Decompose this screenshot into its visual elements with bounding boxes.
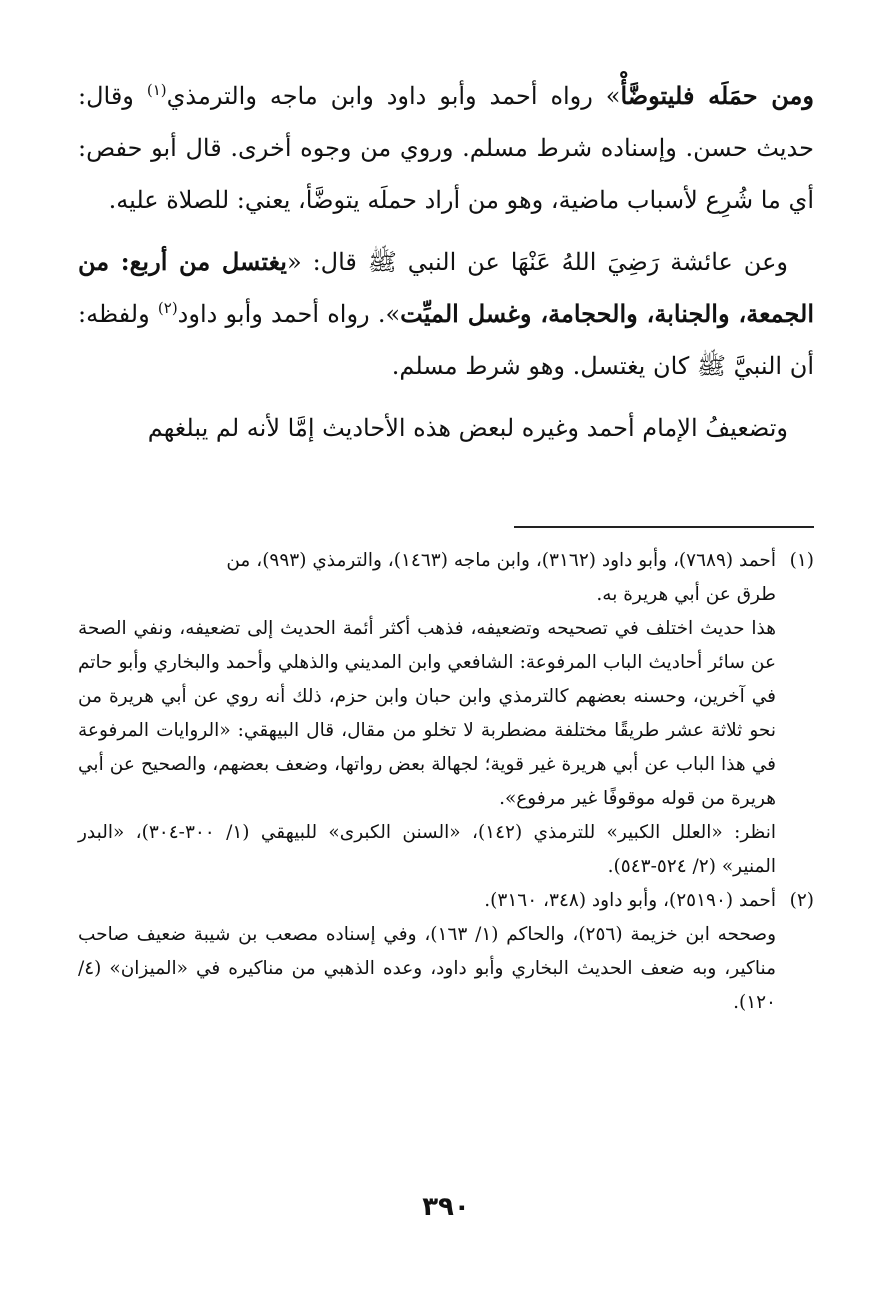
main-text (78, 70, 814, 454)
footnote-note: انظر: «العلل الكبير» للترمذي (١٤٢)، «السنن الكبرى» للبيهقي (١/ ٣٠٠-٣٠٤)، «البدر المنير» (٢/ ٥٢٤-٥٤٣). (78, 822, 776, 877)
footnote-first-line: أحمد (٧٦٨٩)، وأبو داود (٣١٦٢)، وابن ماجه (١٤٦٣)، والترمذي (٩٩٣)، من (226, 550, 776, 571)
commentary-text: وتضعيفُ الإمام أحمد وغيره لبعض هذه الأحاديث إمَّا لأنه لم يبلغهم (147, 414, 788, 442)
narration-intro: وعن عائشة رَضِيَ اللهُ عَنْهَا عن النبي ﷺ قال: « (286, 248, 788, 276)
footnote-continuation: طرق عن أبي هريرة به. (596, 584, 776, 605)
narration-text: ». رواه أحمد وأبو داود (177, 300, 401, 328)
footnotes-section (78, 544, 814, 1020)
footnote-ref-2[interactable]: (٢) (157, 299, 178, 317)
hadith-text-bold: يغتسل من أربع: من الجمعة، والجنابة، والحجامة، وغسل الميِّت (78, 247, 815, 328)
footnote-number: (١) (789, 550, 814, 571)
footnote-ref-1[interactable]: (١) (146, 81, 167, 99)
commentary-text: وقال: حديث حسن. وإسناده شرط مسلم. وروي من وجوه أخرى. قال أبو حفص: أي ما شُرِع لأسباب ماضية، وهو من أراد حملَه يتوضَّأ، يعني: للصلاة عليه. (78, 82, 814, 214)
commentary-text: ولفظه: أن النبيَّ ﷺ كان يغتسل. وهو شرط مسلم. (78, 300, 814, 380)
page-number: ٣٩٠ (422, 1192, 470, 1222)
footnote-note: هذا حديث اختلف في تصحيحه وتضعيفه، فذهب أكثر أئمة الحديث إلى تضعيفه، ونفي الصحة عن سائر أحاديث الباب المرفوعة: الشافعي وابن المديني والذهلي وأحمد والبخاري وأبو حاتم في آخرين، وحسنه بعضهم كالترمذي وابن حبان وابن حزم، ذلك أنه روي عن أبي هريرة من نحو ثلاثة عشر طريقًا مختلفة مضطربة لا تخلو من مقال، قال البيهقي: «الروايات المرفوعة في هذا الباب عن أبي هريرة غير قوية؛ لجهالة بعض رواتها، وضعف بعضهم، والصحيح عن أبي هريرة من قوله موقوفًا غير مرفوع». (78, 618, 776, 809)
paragraph-2 (78, 236, 814, 392)
paragraph-3 (78, 402, 814, 454)
footnote-2 (78, 884, 814, 1020)
footnote-separator (514, 526, 814, 528)
book-page (78, 70, 814, 1290)
narration-text: » رواه أحمد وأبو داود وابن ماجه والترمذي (166, 82, 621, 110)
paragraph-1 (78, 70, 814, 226)
footnote-note: وصححه ابن خزيمة (٢٥٦)، والحاكم (١/ ١٦٣)، وفي إسناده مصعب بن شيبة ضعيف صاحب مناكير، وبه ضعف الحديث البخاري وأبو داود، وعده الذهبي من مناكيره في «الميزان» (٤/ ١٢٠). (78, 924, 777, 1013)
footnote-number: (٢) (789, 890, 814, 911)
footnote-1 (78, 544, 814, 884)
hadith-text-bold: ومن حمَلَه فليتوضَّأْ (620, 81, 814, 110)
footnote-first-line: أحمد (٢٥١٩٠)، وأبو داود (٣٤٨، ٣١٦٠). (484, 890, 776, 911)
